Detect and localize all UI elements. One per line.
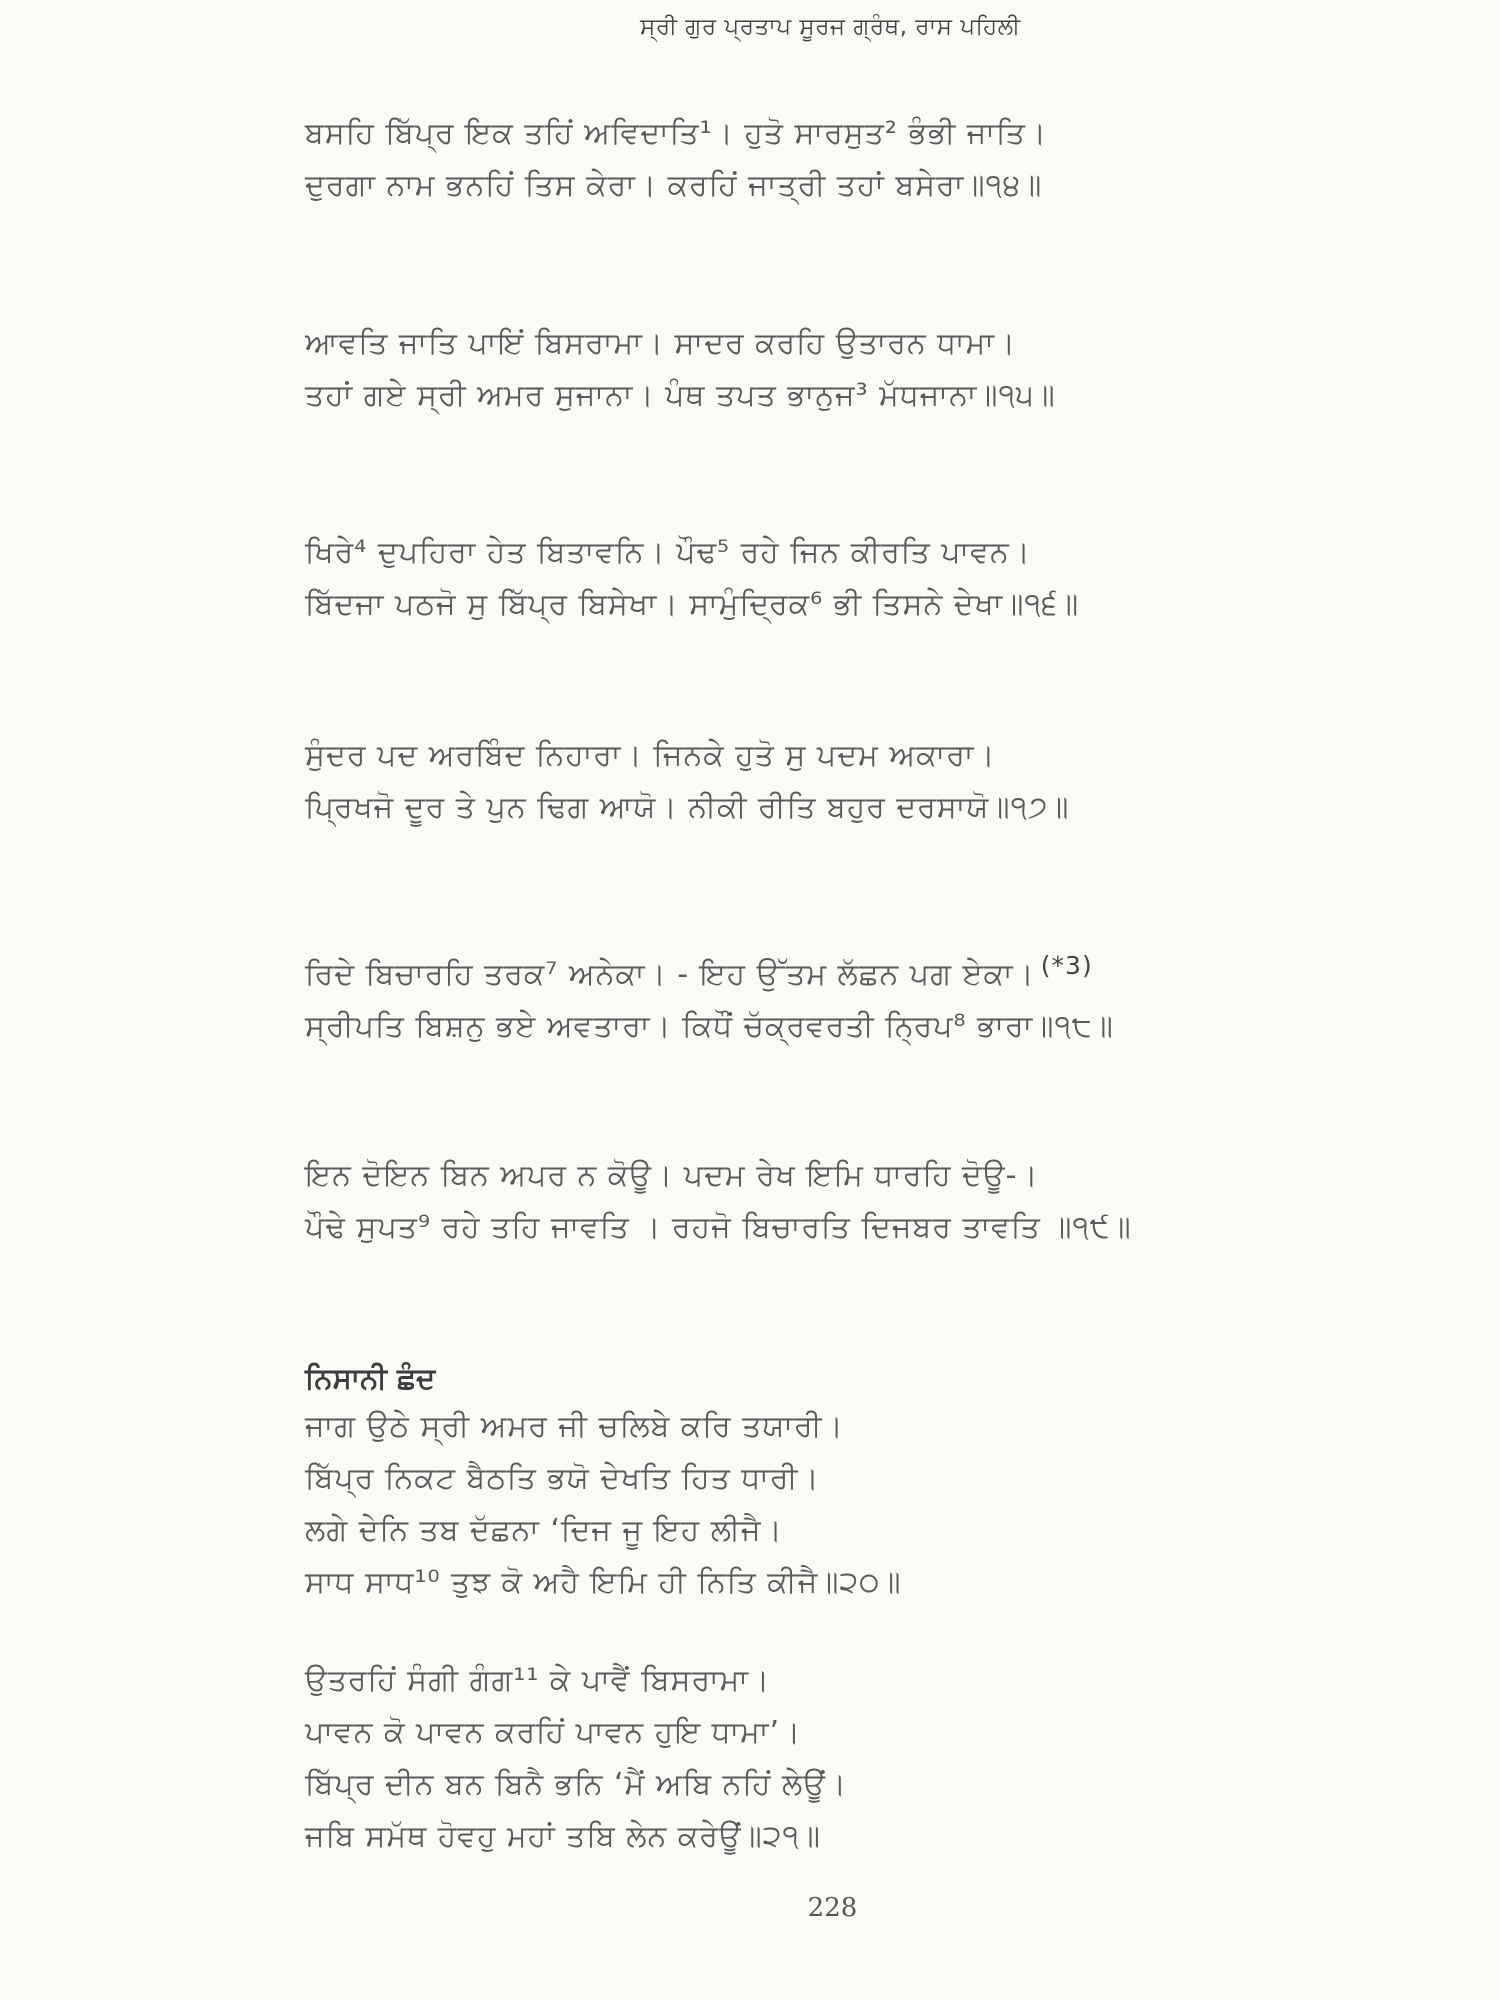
verse-line: ਤਹਾਂ ਗਏ ਸ੍ਰੀ ਅਮਰ ਸੁਜਾਨਾ। ਪੰਥ ਤਪਤ ਭਾਨੁਜ³ ਮੱਧਜਾਨਾ॥੧੫॥ [305, 378, 1056, 413]
verse-line: ਬਿੱਪ੍ਰ ਦੀਨ ਬਨ ਬਿਨੈ ਭਨਿ ‘ਮੈਂ ਅਬਿ ਨਹਿਂ ਲੇਊਂ। [305, 1767, 848, 1802]
stanza-15 [305, 318, 1305, 422]
verse-line: ਲਗੇ ਦੇਨਿ ਤਬ ਦੱਛਨਾ ‘ਦਿਜ ਜੂ ਇਹ ਲੀਜੈ। [305, 1513, 783, 1548]
verse-line: ਪ੍ਰਿਖਜੋ ਦੂਰ ਤੇ ਪੁਨ ਢਿਗ ਆਯੋ। ਨੀਕੀ ਰੀਤਿ ਬਹੁਰ ਦਰਸਾਯੋ॥੧੭॥ [305, 790, 1070, 825]
verse-line: ਜਾਗ ਉਠੇ ਸ੍ਰੀ ਅਮਰ ਜੀ ਚਲਿਬੇ ਕਰਿ ਤਯਾਰੀ। [305, 1409, 844, 1444]
verse-line: ਬਸਹਿ ਬਿੱਪ੍ਰ ਇਕ ਤਹਿਂ ਅਵਿਦਾਤਿ¹। ਹੁਤੋ ਸਾਰਸੁਤ² ਭੰਭੀ ਜਾਤਿ। [305, 116, 1048, 151]
stanza-17 [305, 730, 1305, 834]
stanza-18 [305, 940, 1305, 1053]
verse-line: ਇਨ ਦੋਇਨ ਬਿਨ ਅਪਰ ਨ ਕੋਊ। ਪਦਮ ਰੇਖ ਇਮਿ ਧਾਰਹਿ ਦੋਊ-। [305, 1158, 1039, 1193]
verse-line: ਜਬਿ ਸਮੱਥ ਹੋਵਹੁ ਮਹਾਂ ਤਬਿ ਲੇਨ ਕਰੇਊਂ॥੨੧॥ [305, 1819, 821, 1854]
verse-line: ਸਾਧ ਸਾਧ¹⁰ ਤੁਝ ਕੋ ਅਹੈ ਇਮਿ ਹੀ ਨਿਤਿ ਕੀਜੈ॥੨੦॥ [305, 1565, 902, 1600]
stanza-14 [305, 108, 1305, 212]
running-head: ਸ੍ਰੀ ਗੁਰ ਪ੍ਰਤਾਪ ਸੂਰਜ ਗ੍ਰੰਥ, ਰਾਸ ਪਹਿਲੀ [640, 14, 1021, 40]
stanza-16 [305, 527, 1305, 631]
page-number: 228 [807, 1893, 858, 1923]
verse-line: ਸੁੰਦਰ ਪਦ ਅਰਬਿੰਦ ਨਿਹਾਰਾ। ਜਿਨਕੇ ਹੁਤੋ ਸੁ ਪਦਮ ਅਕਾਰਾ। [305, 738, 996, 773]
section-heading: ਨਿਸਾਨੀ ਛੰਦ [305, 1361, 436, 1395]
verse-line: ਖਿਰੇ⁴ ਦੁਪਹਿਰਾ ਹੇਤ ਬਿਤਾਵਨਿ। ਪੌਢ⁵ ਰਹੇ ਜਿਨ ਕੀਰਤਿ ਪਾਵਨ। [305, 535, 1031, 570]
verse-line: ਪਾਵਨ ਕੋ ਪਾਵਨ ਕਰਹਿਂ ਪਾਵਨ ਹੁਇ ਧਾਮਾ’। [305, 1715, 802, 1750]
verse-line: ਬਿੱਦਜਾ ਪਠਜੋ ਸੁ ਬਿੱਪ੍ਰ ਬਿਸੇਖਾ। ਸਾਮੁੰਦ੍ਰਿਕ⁶ ਭੀ ਤਿਸਨੇ ਦੇਖਾ॥੧੬॥ [305, 587, 1080, 622]
stanza-19 [305, 1150, 1305, 1254]
verse-line [305, 940, 1305, 1001]
footnote-mark: (*3) [1040, 951, 1093, 980]
verse-line: ਬਿੱਪ੍ਰ ਨਿਕਟ ਬੈਠਤਿ ਭਯੋ ਦੇਖਤਿ ਹਿਤ ਧਾਰੀ। [305, 1461, 820, 1496]
stanza-21 [305, 1655, 1305, 1863]
verse-line: ਪੌਢੇ ਸੁਪਤ⁹ ਰਹੇ ਤਹਿ ਜਾਵਤਿ । ਰਹਜੋ ਬਿਚਾਰਤਿ ਦਿਜਬਰ ਤਾਵਤਿ ॥੧੯॥ [305, 1210, 1132, 1245]
verse-line: ਉਤਰਹਿਂ ਸੰਗੀ ਗੰਗ¹¹ ਕੇ ਪਾਵੈਂ ਬਿਸਰਾਮਾ। [305, 1663, 771, 1698]
verse-line: ਸ੍ਰੀਪਤਿ ਬਿਸ਼ਨੁ ਭਏ ਅਵਤਾਰਾ। ਕਿਧੌਂ ਚੱਕ੍ਰਵਰਤੀ ਨ੍ਰਿਪ⁸ ਭਾਰਾ॥੧੮॥ [305, 1009, 1114, 1044]
nisani-chhand-section [305, 1355, 1305, 1609]
verse-line: ਆਵਤਿ ਜਾਤਿ ਪਾਇਂ ਬਿਸਰਾਮਾ। ਸਾਦਰ ਕਰਹਿ ਉਤਾਰਨ ਧਾਮਾ। [305, 326, 1017, 361]
verse-line: ਦੁਰਗਾ ਨਾਮ ਭਨਹਿਂ ਤਿਸ ਕੇਰਾ। ਕਰਹਿਂ ਜਾਤ੍ਰੀ ਤਹਾਂ ਬਸੇਰਾ॥੧੪॥ [305, 168, 1043, 203]
verse-text: ਰਿਦੇ ਬਿਚਾਰਹਿ ਤਰਕ⁷ ਅਨੇਕਾ। - ਇਹ ਉੱਤਮ ਲੱਛਨ ਪਗ ਏਕਾ। [305, 957, 1035, 992]
